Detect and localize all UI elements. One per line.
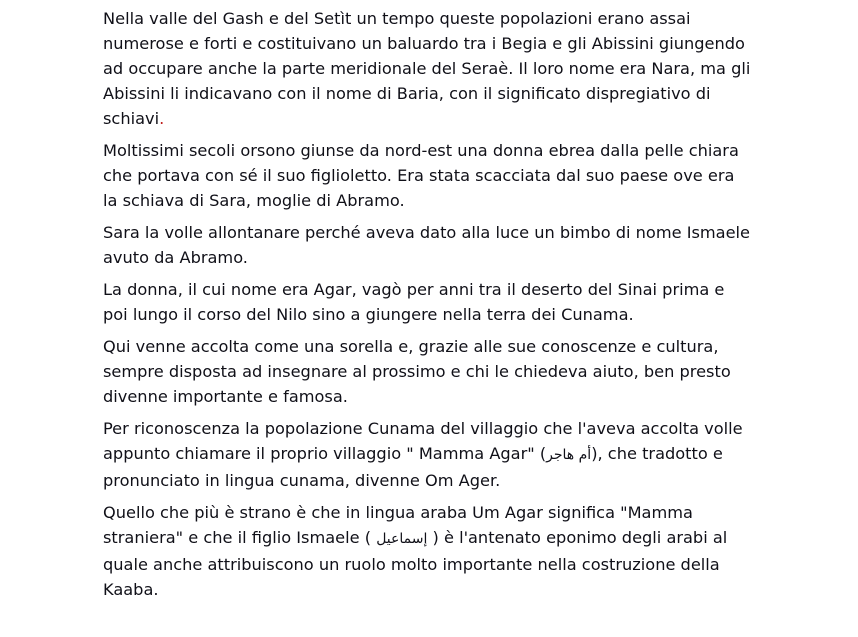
paragraph-sara-text: Sara la volle allontanare perché aveva dato alla luce un bimbo di nome Ismaele avuto da Abramo. [103,223,751,267]
paragraph-agar-text: La donna, il cui nome era Agar, vagò per anni tra il deserto del Sinai prima e poi lungo il corso del Nilo sino a giungere nella terra dei Cunama. [103,280,725,324]
paragraph-nara-end-mark: . [159,109,165,128]
paragraph-donna-ebrea-text: Moltissimi secoli orsono giunse da nord-est una donna ebrea dalla pelle chiara che portava con sé il suo figlioletto. Era stata scacciata dal suo paese ove era la schiava di Sara, moglie di Abramo. [103,141,739,210]
paragraph-accolta [103,334,753,409]
paragraph-om-ager [103,416,753,493]
paragraph-ismaele-text-after: ) è l'antenato eponimo degli arabi al quale anche attribuiscono un ruolo molto importante nella costruzione della Kaaba. [103,528,728,599]
article-body [103,6,753,609]
paragraph-om-ager-text-before: Per riconoscenza la popolazione Cunama del villaggio che l'aveva accolta volle appunto chiamare il proprio villaggio " Mamma Agar" ( [103,419,743,463]
arabic-ismail: إسماعيل [376,531,428,547]
arabic-umm-hajar: أم هاجر [546,447,592,463]
paragraph-nara [103,6,753,131]
paragraph-agar [103,277,753,327]
paragraph-accolta-text: Qui venne accolta come una sorella e, grazie alle sue conoscenze e cultura, sempre disposta ad insegnare al prossimo e chi le chiedeva aiuto, ben presto divenne importante e famosa. [103,337,731,406]
paragraph-donna-ebrea [103,138,753,213]
paragraph-nara-text: Nella valle del Gash e del Setìt un tempo queste popolazioni erano assai numerose e forti e costituivano un baluardo tra i Begia e gli Abissini giungendo ad occupare anche la parte meridionale del Seraè. Il loro nome era Nara, ma gli Abissini li indicavano con il nome di Baria, con il significato dispregiativo di schiavi [103,9,751,128]
paragraph-sara [103,220,753,270]
paragraph-ismaele-text-before: Quello che più è strano è che in lingua araba Um Agar significa "Mamma straniera" e che il figlio Ismaele ( [103,503,693,547]
paragraph-om-ager-text-after: ), che tradotto e pronunciato in lingua cunama, divenne Om Ager. [103,444,723,490]
paragraph-ismaele [103,500,753,602]
